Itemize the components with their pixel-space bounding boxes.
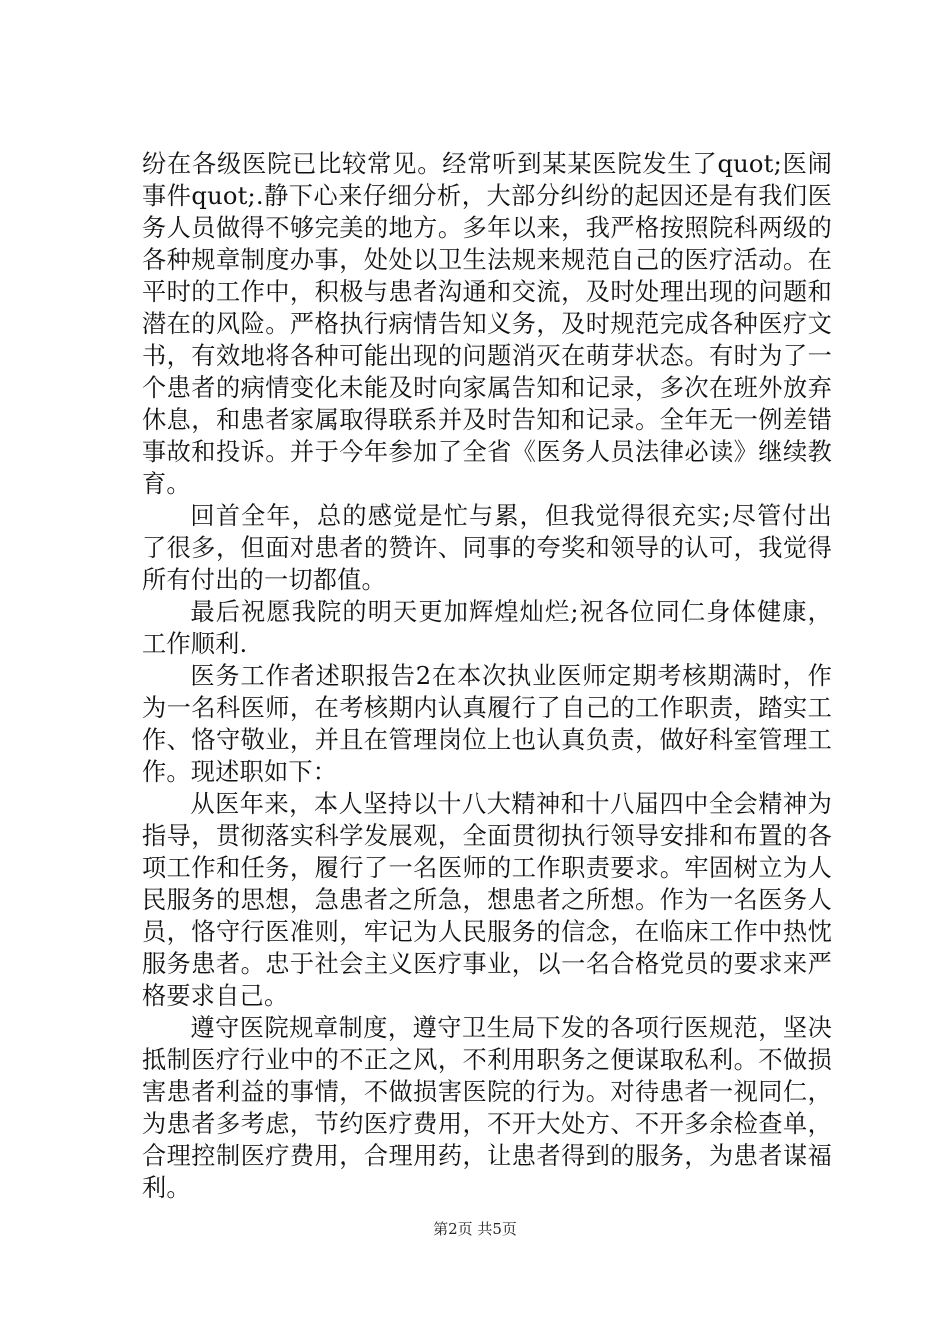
paragraph-5: 从医年来，本人坚持以十八大精神和十八届四中全会精神为指导，贯彻落实科学发展观，全面贯彻执行领导安排和布置的各项工作和任务，履行了一名医师的工作职责要求。牢固树立为人民服务的思想，急患者之所急，想患者之所想。作为一名医务人员，恪守行医准则，牢记为人民服务的信念，在临床工作中热忱服务患者。忠于社会主义医疗事业，以一名合格党员的要求来严格要求自己。 (142, 790, 832, 1010)
paragraph-6: 遵守医院规章制度，遵守卫生局下发的各项行医规范，坚决抵制医疗行业中的不正之风，不利用职务之便谋取私利。不做损害患者利益的事情，不做损害医院的行为。对待患者一视同仁，为患者多考虑，节约医疗费用，不开大处方、不开多余检查单，合理控制医疗费用，合理用药，让患者得到的服务，为患者谋福利。 (142, 1014, 832, 1202)
paragraph-3: 最后祝愿我院的明天更加辉煌灿烂;祝各位同仁身体健康，工作顺利. (142, 598, 832, 658)
page-number-footer: 第2页 共5页 (433, 1220, 517, 1238)
document-body (142, 148, 832, 1204)
paragraph-1: 纷在各级医院已比较常见。经常听到某某医院发生了quot;医闹事件quot;.静下心来仔细分析，大部分纠纷的起因还是有我们医务人员做得不够完美的地方。多年以来，我严格按照院科两级的各种规章制度办事，处处以卫生法规来规范自己的医疗活动。在平时的工作中，积极与患者沟通和交流，及时处理出现的问题和潜在的风险。严格执行病情告知义务，及时规范完成各种医疗文书，有效地将各种可能出现的问题消灭在萌芽状态。有时为了一个患者的病情变化未能及时向家属告知和记录，多次在班外放弃休息，和患者家属取得联系并及时告知和记录。全年无一例差错事故和投诉。并于今年参加了全省《医务人员法律必读》继续教育。 (142, 150, 832, 498)
paragraph-4: 医务工作者述职报告2在本次执业医师定期考核期满时，作为一名科医师，在考核期内认真履行了自己的工作职责，踏实工作、恪守敬业，并且在管理岗位上也认真负责，做好科室管理工作。现述职如下： (142, 662, 832, 786)
paragraph-2: 回首全年，总的感觉是忙与累，但我觉得很充实;尽管付出了很多，但面对患者的赞许、同事的夸奖和领导的认可，我觉得所有付出的一切都值。 (142, 502, 832, 594)
